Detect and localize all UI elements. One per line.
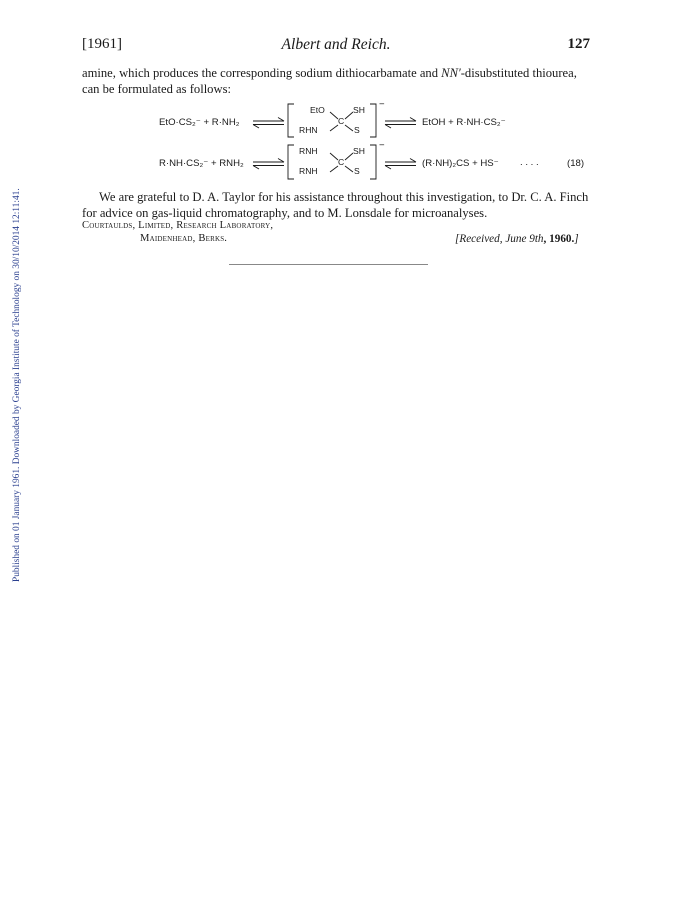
page-header: [82, 36, 590, 58]
eq2-complex-bottom-right: S: [354, 166, 360, 176]
bond-line: [345, 153, 353, 160]
equilibrium-arrow: [410, 159, 416, 163]
equation-leader-dots: . . . .: [520, 157, 539, 168]
affiliation-line-1: Courtaulds, Limited, Research Laboratory,: [82, 220, 274, 231]
equation-number: (18): [567, 158, 585, 169]
bracket-right: [370, 145, 376, 179]
bracket-left: [288, 104, 294, 137]
bond-line: [330, 112, 338, 119]
received-close: ]: [574, 233, 579, 245]
equilibrium-arrow: [278, 159, 284, 163]
page-number: 127: [567, 36, 590, 52]
received-date: [455, 233, 579, 245]
end-of-paper-rule: [229, 264, 428, 265]
eq2-complex-bottom-left: RNH: [299, 166, 318, 176]
eq2-complex-top-left: RNH: [299, 146, 318, 156]
affiliation-line-2: Maidenhead, Berks.: [140, 233, 228, 244]
journal-year: [1961]: [82, 36, 122, 52]
equilibrium-arrow: [410, 118, 416, 122]
equilibrium-arrow: [278, 118, 284, 122]
bond-line: [330, 125, 338, 131]
intro-emphasis: NN′: [441, 66, 461, 80]
eq1-complex-top-left: EtO: [310, 105, 325, 115]
bond-line: [330, 166, 338, 172]
eq2-charge: −: [379, 140, 385, 151]
eq2-complex-center: C: [338, 157, 345, 167]
received-day: June 9th: [505, 233, 544, 245]
eq1-charge: −: [379, 99, 385, 110]
bond-line: [345, 112, 353, 119]
eq1-products: EtOH + R·NH·CS₂⁻: [422, 117, 506, 128]
received-prefix: [Received,: [455, 233, 506, 245]
eq1-complex-bottom-right: S: [354, 125, 360, 135]
acknowledgement-paragraph: We are grateful to D. A. Taylor for his assistance throughout this investigation, to Dr. C. A. Finch for advice on gas-liquid chromatography, and to M. Lonsdale for microanalyses.: [82, 190, 589, 220]
equilibrium-arrow: [253, 166, 259, 170]
equilibrium-arrow: [385, 166, 391, 170]
bond-line: [345, 125, 353, 131]
eq2-complex-top-right: SH: [353, 146, 365, 156]
bond-line: [345, 166, 353, 172]
equilibrium-arrow: [253, 125, 259, 129]
intro-paragraph: [82, 66, 591, 97]
download-notice-text: Published on 01 January 1961. Downloaded by Georgia Institute of Technology on 30/10/2014 12:11:41.: [12, 188, 22, 582]
reaction-scheme-graphics: [0, 0, 677, 200]
running-head-authors: Albert and Reich.: [281, 36, 391, 53]
bond-line: [330, 153, 338, 160]
bracket-left: [288, 145, 294, 179]
eq2-products: (R·NH)₂CS + HS⁻: [422, 158, 499, 169]
received-year: , 1960.: [543, 233, 575, 245]
download-notice-sidebar: [12, 72, 26, 582]
eq1-complex-center: C: [338, 116, 345, 126]
eq1-complex-bottom-left: RHN: [299, 125, 318, 135]
eq1-complex-top-right: SH: [353, 105, 365, 115]
eq2-reactants: R·NH·CS₂⁻ + RNH₂: [159, 158, 244, 169]
equilibrium-arrow: [385, 125, 391, 129]
eq1-reactants: EtO·CS₂⁻ + R·NH₂: [159, 117, 240, 128]
intro-text-after: -disubstituted thiourea, can be formulated as follows:: [82, 66, 577, 96]
intro-text-before: amine, which produces the corresponding sodium dithiocarbamate and: [82, 66, 442, 80]
bracket-right: [370, 104, 376, 137]
